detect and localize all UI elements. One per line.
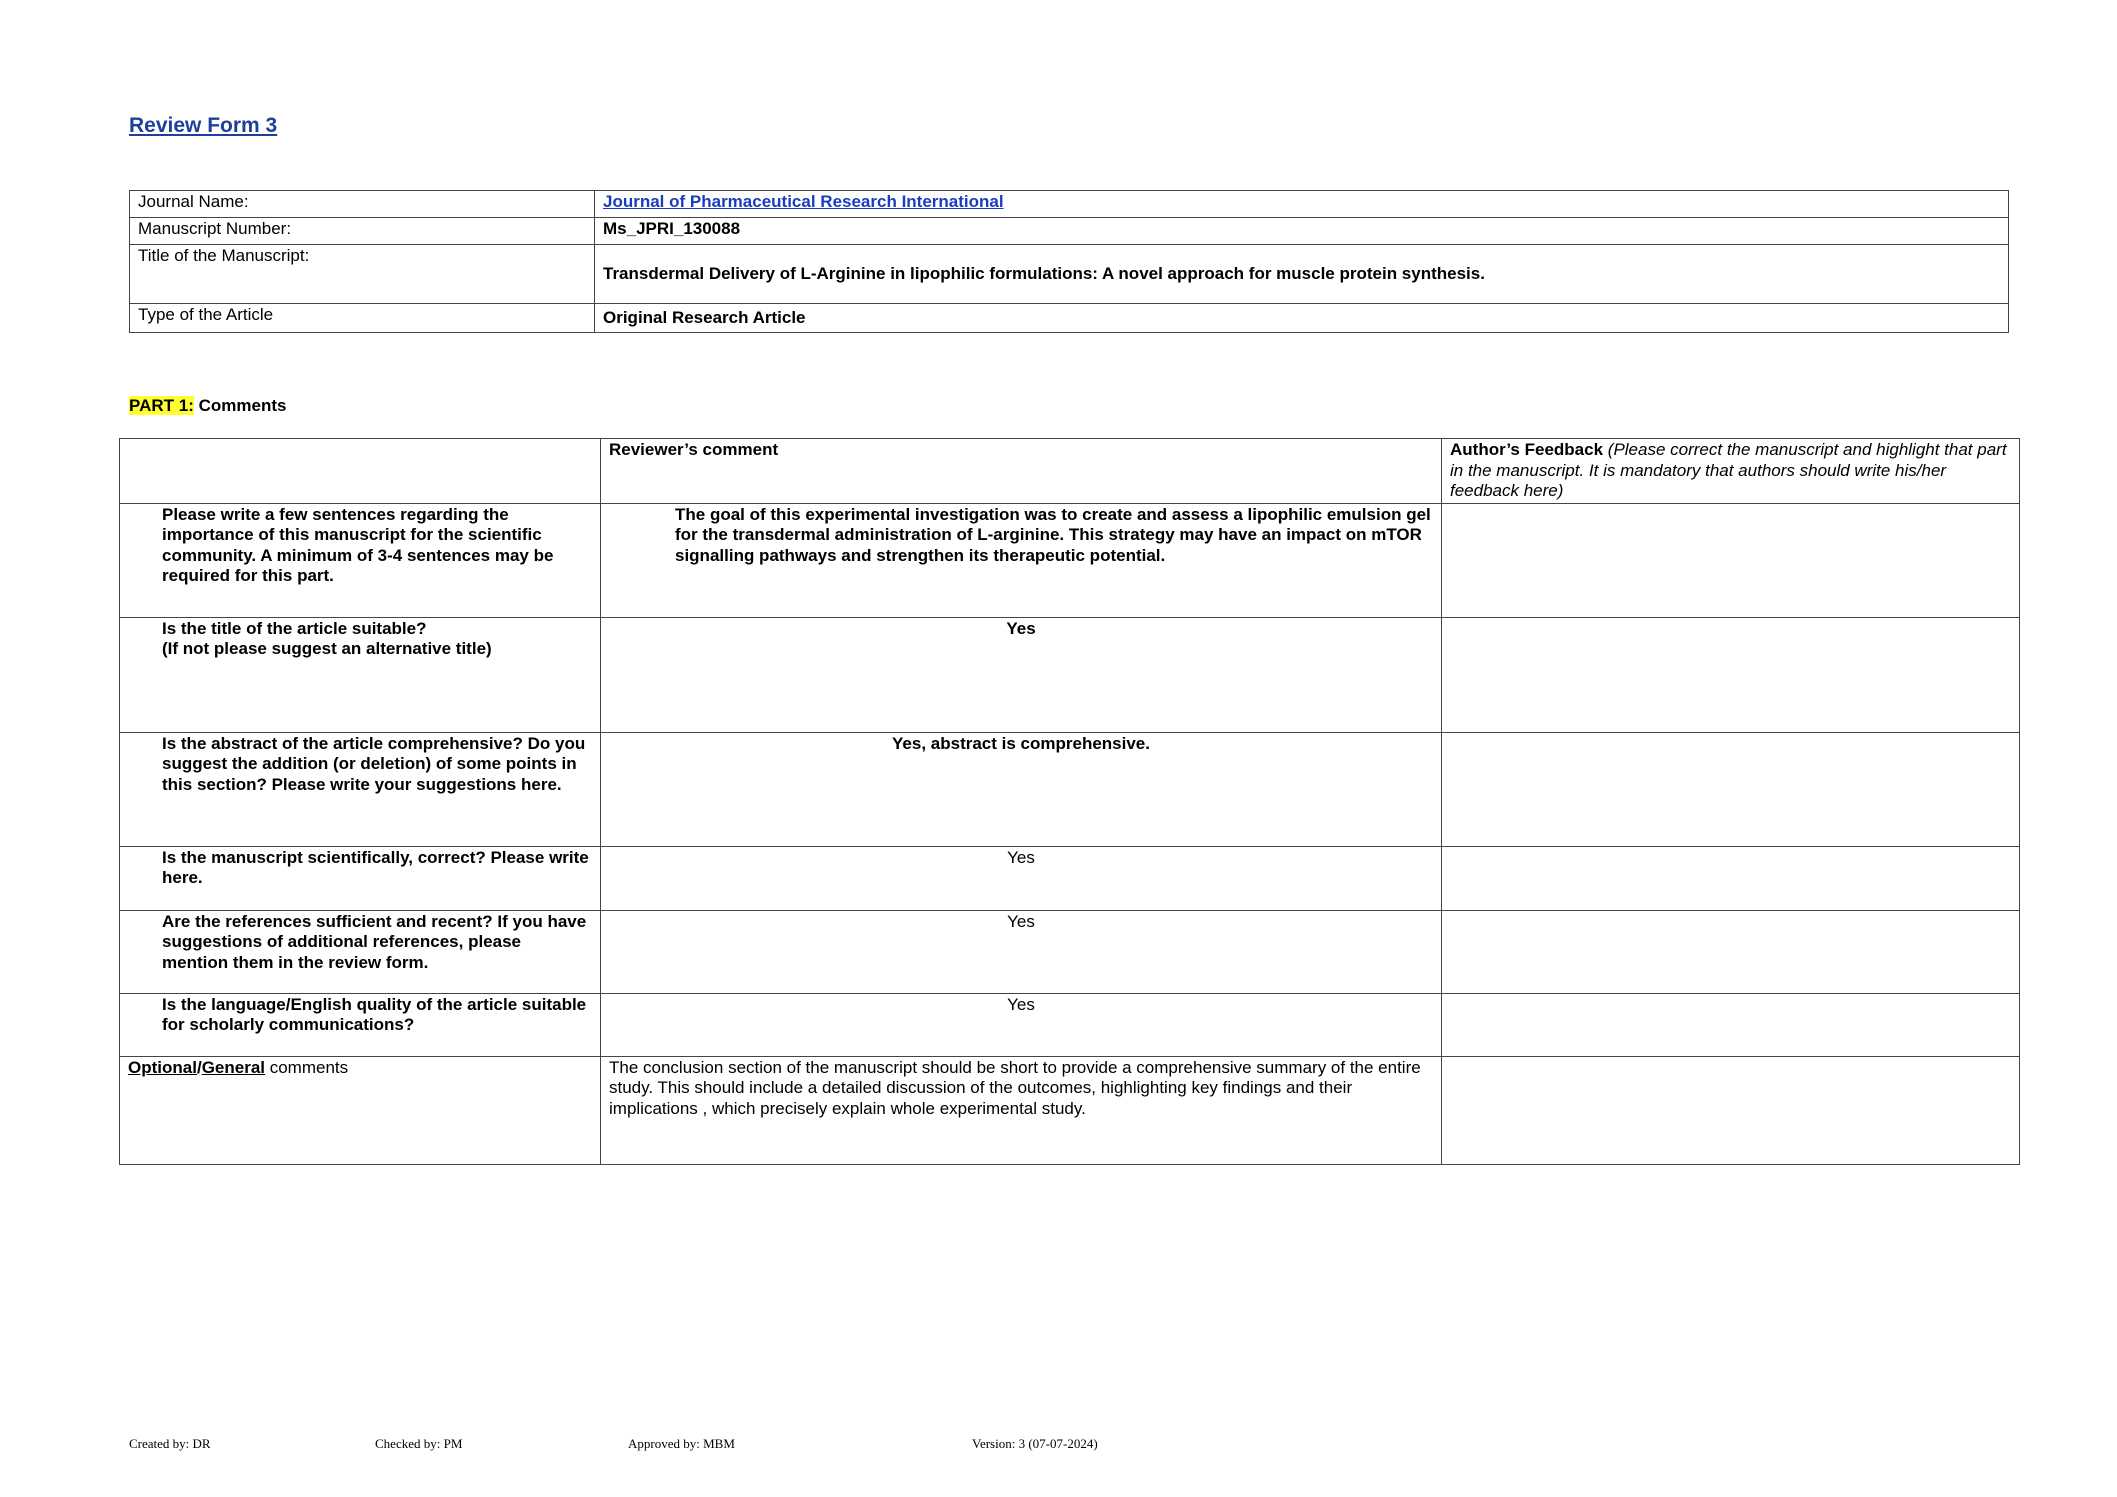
page-title[interactable]: Review Form 3 xyxy=(129,114,278,137)
comment-row-language xyxy=(120,993,2020,1056)
feedback-title[interactable] xyxy=(1442,617,2020,732)
question-abstract: Is the abstract of the article comprehensive? Do you suggest the addition (or deletion) of some points in this section? Please write your suggestions here. xyxy=(120,732,601,846)
comments-label: comments xyxy=(265,1057,349,1077)
feedback-optional[interactable] xyxy=(1442,1056,2020,1164)
feedback-language[interactable] xyxy=(1442,993,2020,1056)
manuscript-number-row xyxy=(130,218,2009,245)
feedback-importance[interactable] xyxy=(1442,503,2020,617)
comment-row-optional xyxy=(120,1056,2020,1164)
answer-scientific[interactable]: Yes xyxy=(601,846,1442,910)
general-label: General xyxy=(201,1057,265,1077)
feedback-scientific[interactable] xyxy=(1442,846,2020,910)
comment-row-title xyxy=(120,617,2020,732)
header-reviewer-comment: Reviewer’s comment xyxy=(601,439,1442,504)
feedback-abstract[interactable] xyxy=(1442,732,2020,846)
journal-name-link[interactable]: Journal of Pharmaceutical Research International xyxy=(603,192,1004,211)
comment-row-importance xyxy=(120,503,2020,617)
question-title-line1: Is the title of the article suitable? xyxy=(162,618,427,638)
question-title xyxy=(120,617,601,732)
question-importance: Please write a few sentences regarding the importance of this manuscript for the scientific community. A minimum of 3-4 sentences may be required for this part. xyxy=(120,503,601,617)
article-type-label: Type of the Article xyxy=(130,304,595,333)
footer-approved-by: Approved by: MBM xyxy=(628,1436,735,1451)
answer-optional[interactable]: The conclusion section of the manuscript should be short to provide a comprehensive summary of the entire study. This should include a detailed discussion of the outcomes, highlighting key findings and their implications , which precisely explain whole experimental study. xyxy=(601,1056,1442,1164)
answer-references[interactable]: Yes xyxy=(601,910,1442,993)
feedback-references[interactable] xyxy=(1442,910,2020,993)
answer-importance[interactable]: The goal of this experimental investigation was to create and assess a lipophilic emulsion gel for the transdermal administration of L-arginine. This strategy may have an impact on mTOR signalling pathways and strengthen its therapeutic potential. xyxy=(601,503,1442,617)
part1-label: PART 1: xyxy=(129,396,194,415)
footer-version: Version: 3 (07-07-2024) xyxy=(972,1436,1098,1451)
manuscript-title-row xyxy=(130,245,2009,304)
manuscript-title-label: Title of the Manuscript: xyxy=(130,245,595,304)
optional-general-label xyxy=(120,1056,601,1164)
answer-title[interactable]: Yes xyxy=(601,617,1442,732)
comment-row-scientific xyxy=(120,846,2020,910)
header-author-feedback xyxy=(1442,439,2020,504)
author-feedback-label: Author’s Feedback xyxy=(1450,440,1604,459)
comment-row-references xyxy=(120,910,2020,993)
manuscript-number-value: Ms_JPRI_130088 xyxy=(595,218,2009,245)
answer-abstract[interactable]: Yes, abstract is comprehensive. xyxy=(601,732,1442,846)
footer-checked-by: Checked by: PM xyxy=(375,1436,463,1451)
question-scientific: Is the manuscript scientifically, correct? Please write here. xyxy=(120,846,601,910)
question-title-line2: (If not please suggest an alternative title) xyxy=(162,639,492,658)
part1-heading-text: Comments xyxy=(198,396,287,415)
manuscript-number-label: Manuscript Number: xyxy=(130,218,595,245)
journal-name-value xyxy=(595,191,2009,218)
optional-separator: / xyxy=(196,1057,202,1077)
manuscript-info-table xyxy=(129,190,2009,333)
comments-table xyxy=(119,438,2020,1165)
header-blank-cell xyxy=(120,439,601,504)
comment-row-abstract xyxy=(120,732,2020,846)
journal-name-label: Journal Name: xyxy=(130,191,595,218)
question-language: Is the language/English quality of the article suitable for scholarly communications? xyxy=(120,993,601,1056)
comments-header-row xyxy=(120,439,2020,504)
footer-created-by: Created by: DR xyxy=(129,1436,211,1451)
part1-heading xyxy=(129,396,286,416)
journal-name-row xyxy=(130,191,2009,218)
question-references: Are the references sufficient and recent? If you have suggestions of additional references, please mention them in the review form. xyxy=(120,910,601,993)
author-feedback-instructions: (Please correct the manuscript and highlight that part in the manuscript. It is mandatory that authors should write his/her feedback here) xyxy=(1450,440,2007,500)
article-type-row xyxy=(130,304,2009,333)
optional-label: Optional xyxy=(128,1057,197,1077)
article-type-value: Original Research Article xyxy=(595,304,2009,333)
manuscript-title-value: Transdermal Delivery of L-Arginine in lipophilic formulations: A novel approach for muscle protein synthesis. xyxy=(595,245,2009,304)
answer-language[interactable]: Yes xyxy=(601,993,1442,1056)
